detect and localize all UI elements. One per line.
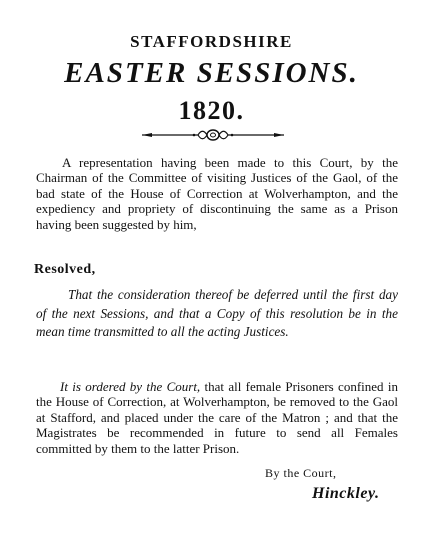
- county-heading: STAFFORDSHIRE: [130, 32, 293, 51]
- order-lead: It is ordered by the Court,: [60, 379, 201, 394]
- sessions-heading: EASTER SESSIONS.: [64, 57, 359, 89]
- representation-paragraph: A representation having been made to this Court, by the Chairman of the Committee of visiting Justices of the Gaol, of the bad state of the House of Correction at Wolverhampton, and the expediency and propriety of discontinuing the same as a Prison having been suggested by him,: [36, 155, 398, 232]
- ornamental-rule-icon: [140, 127, 286, 143]
- order-paragraph: [36, 379, 398, 456]
- by-the-court: By the Court,: [265, 466, 337, 480]
- signature: Hinckley.: [312, 485, 380, 502]
- order-text: that all female Prisoners confined in the House of Correction, at Wolverhampton, be removed to the Gaol at Stafford, and placed under the care of the Matron ; and that the Magistrates be recommended in future to send all Females committed by them to the latter Prison.: [36, 379, 398, 456]
- resolution-paragraph: That the consideration thereof be deferred until the first day of the next Sessions, and that a Copy of this resolution be in the mean time transmitted to all the acting Justices.: [36, 287, 398, 340]
- year-heading: 1820.: [178, 96, 245, 125]
- resolved-label: Resolved,: [34, 262, 96, 277]
